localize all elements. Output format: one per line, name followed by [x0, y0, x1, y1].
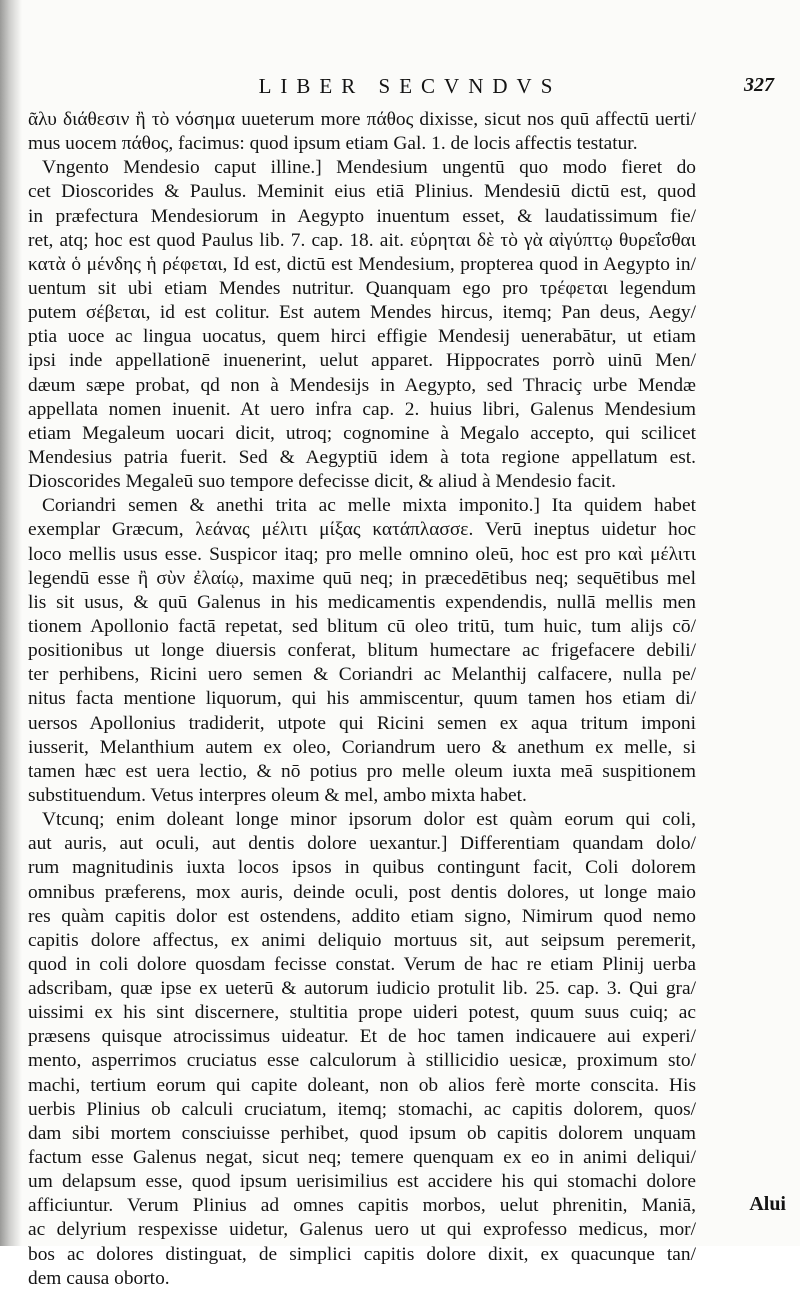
- text-line: mento, asperrimos cruciatus esse calculorum à stillicidio uesicæ, proximum sto/: [28, 1050, 696, 1072]
- text-line: loco mellis usus esse. Suspicor itaq; pro melle omnino oleū, hoc est pro καὶ μέλιτι: [28, 543, 696, 565]
- text-line: putem σέβεται, id est colitur. Est autem Mendes hircus, itemq; Pan deus, Aegy/: [28, 302, 696, 324]
- text-line: capitis dolore affectus, ex animi deliquio mortuus sit, aut seipsum peremerit,: [28, 929, 696, 951]
- paragraph-first-line: Coriandri semen & anethi trita ac melle mixta imponito.] Ita quidem habet: [42, 495, 696, 517]
- text-line: appellata nomen inuenit. At uero infra cap. 2. huius libri, Galenus Mendesium: [28, 398, 696, 420]
- text-line: dæum sæpe probat, qd non à Mendesijs in Aegypto, sed Thraciç urbe Mendæ: [28, 374, 696, 396]
- text-line: uersos Apollonius tradiderit, utpote qui Ricini semen ex aqua tritum imponi: [28, 712, 696, 734]
- text-line: exemplar Græcum, λεάνας μέλιτι μίξας κατάπλασσε. Verū ineptus uidetur hoc: [28, 519, 696, 541]
- text-line: res quàm capitis dolor est ostendens, addito etiam signo, Nimirum quod nemo: [28, 905, 696, 927]
- paragraph-first-line: Vtcunq; enim doleant longe minor ipsorum dolor est quàm eorum qui coli,: [42, 809, 696, 831]
- text-line: Mendesius patria fuerit. Sed & Aegyptiū idem à tota regione appellatum est.: [28, 446, 696, 468]
- text-line: ac delyrium respexisse uidetur, Galenus uero ut qui exprofesso medicus, mor/: [28, 1219, 696, 1241]
- text-line: rum magnitudinis iuxta locos ipsos in quibus contingunt facit, Coli dolorem: [28, 857, 696, 879]
- text-line: ter perhibens, Ricini uero semen & Coriandri ac Melanthij calfacere, nulla pe/: [28, 664, 696, 686]
- page-number: 327: [744, 74, 774, 96]
- text-line: legendū esse ἢ σὺν ἐλαίῳ, maxime quū neq; in præcedētibus neq; sequētibus mel: [28, 567, 696, 589]
- text-line: uerbis Plinius ob calculi cruciatum, itemq; stomachi, ac capitis dolorem, quos/: [28, 1098, 696, 1120]
- text-line: tamen hæc est uera lectio, & nō potius pro melle oleum iuxta meā suspitionem: [28, 760, 696, 782]
- text-line: in præfectura Mendesiorum in Aegypto inuentum esset, & laudatissimum fie/: [28, 205, 696, 227]
- text-line: dem causa oborto.: [28, 1267, 170, 1289]
- text-line: uissimi ex his sint discernere, stultitia prope uideri potest, quum suus cuiq; ac: [28, 1002, 696, 1024]
- text-line: dam sibi mortem consciuisse perhibet, quod ipsum ob capitis dolorem unquam: [28, 1122, 696, 1144]
- text-line: um delapsum esse, quod ipsum uerisimilius est accidere his qui stomachi dolore: [28, 1171, 696, 1193]
- text-line: uentum sit ubi etiam Mendes nutritur. Quanquam ego pro τρέφεται legendum: [28, 277, 696, 299]
- body-text: [28, 108, 696, 1291]
- text-line: ᾶλυ διάθεσιν ἢ τὸ νόσημα uueterum more πάθος dixisse, sicut nos quū affectū uerti/: [28, 109, 696, 130]
- page-gutter-shadow: [0, 0, 22, 1246]
- text-line: quod in coli dolore quosdam fecisse constat. Verum de hac re etiam Plinij uerba: [28, 953, 696, 975]
- page-header: [22, 74, 782, 104]
- text-line: positionibus ut longe diuersis conferat, blitum humectare ac frigefacere debili/: [28, 640, 696, 662]
- text-line: omnibus præferens, mox auris, deinde oculi, post dentis dolores, ut longe maio: [28, 881, 696, 903]
- text-line: afficiuntur. Verum Plinius ad omnes capitis morbos, uelut phrenitin, Maniā,: [28, 1195, 696, 1217]
- text-line: Dioscorides Megaleū suo tempore defecisse dicit, & aliud à Mendesio facit.: [28, 471, 617, 493]
- text-line: ptia uoce ac lingua uocatus, quem hirci effigie Mendesij uenerabātur, ut etiam: [28, 326, 696, 348]
- paragraph-first-line: Vngento Mendesio caput illine.] Mendesium ungentū quo modo fieret do: [42, 157, 696, 179]
- text-line: nitus facta mentione liquorum, qui his ammiscentur, quum tamen hos etiam di/: [28, 688, 696, 710]
- text-line: aut auris, aut oculi, aut dentis dolore uexantur.] Differentiam quandam dolo/: [28, 833, 696, 855]
- text-line: factum esse Galenus negat, sicut neq; temere quenquam ex eo in animi deliqui/: [28, 1147, 696, 1169]
- text-line: iusserit, Melanthium autem ex oleo, Coriandrum uero & anethum ex melle, si: [28, 736, 696, 758]
- text-line: adscribam, quæ ipse ex ueterū & autorum iudicio protulit lib. 25. cap. 3. Qui gra/: [28, 978, 696, 1000]
- text-line: etiam Megaleum uocari dicit, utroq; cognomine à Megalo accepto, qui scilicet: [28, 422, 696, 444]
- text-line: ret, atq; hoc est quod Paulus lib. 7. cap. 18. ait. εὑρηται δὲ τὸ γὰ αἰγύπτῳ θυρεΐσθαι: [28, 229, 696, 251]
- text-line: κατὰ ὁ μένδης ἡ ρέφεται, Id est, dictū est Mendesium, propterea quod in Aegypto in/: [28, 253, 696, 275]
- text-line: substituendum. Vetus interpres oleum & mel, ambo mixta habet.: [28, 784, 527, 806]
- catchword: Alui: [749, 1193, 786, 1215]
- text-line: bos ac dolores distinguat, de simplici capitis dolore dixit, ex quacunque tan/: [28, 1243, 696, 1265]
- text-line: machi, tertium eorum qui capite doleant, non ob alios ferè morte conscita. His: [28, 1074, 696, 1096]
- text-line: cet Dioscorides & Paulus. Meminit eius etiā Plinius. Mendesiū dictū est, quod: [28, 181, 696, 203]
- text-line: mus uocem πάθος, facimus: quod ipsum etiam Gal. 1. de locis affectis testatur.: [28, 133, 638, 155]
- running-head: LIBER SECVNDVS: [258, 74, 562, 98]
- text-line: tionem Apollonio factā repetat, sed blitum cū oleo tritū, tum huic, tum alijs cō/: [28, 615, 696, 637]
- text-line: præsens quisque atrocissimus uideatur. Et de hoc tamen indicauere aui experi/: [28, 1026, 696, 1048]
- text-line: ipsi inde appellationē inuenerint, uelut apparet. Hippocrates porrò uinū Men/: [28, 350, 696, 372]
- text-line: lis sit usus, & quū Galenus in his medicamentis expendendis, nullā mellis men: [28, 591, 696, 613]
